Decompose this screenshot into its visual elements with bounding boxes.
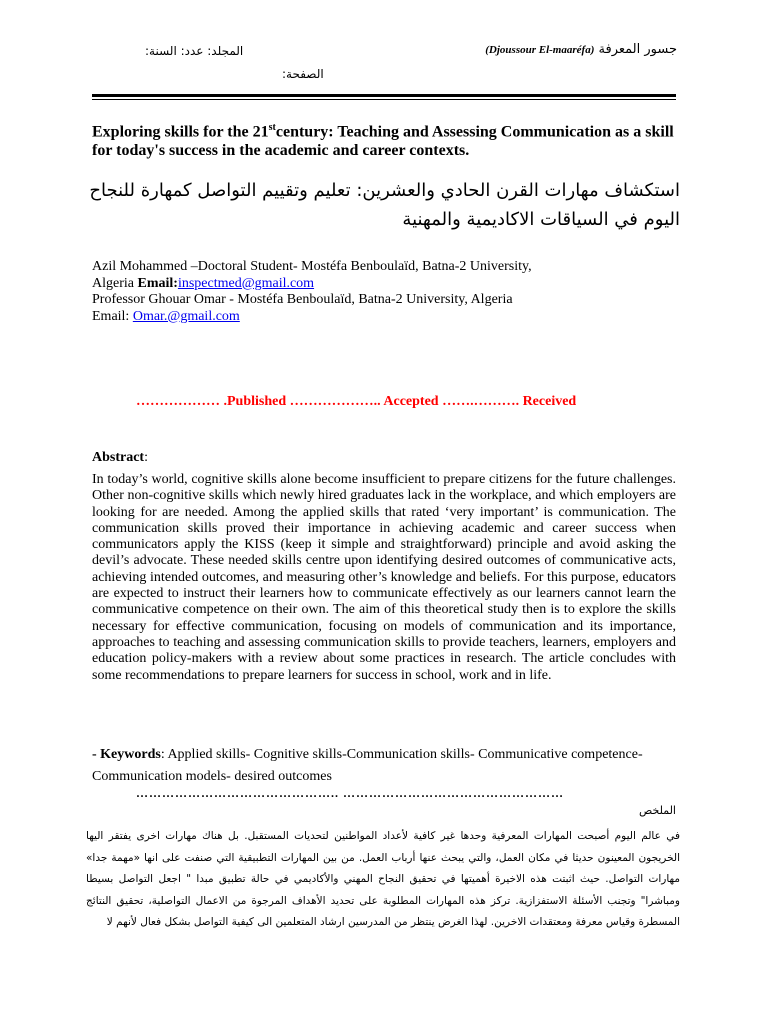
arabic-abstract-body: في عالم اليوم أصبحت المهارات المعرفية وحدها غير كافية لأعداد المواطنين لتحديات المستقبل. بل هناك مهارات اخرى يفتقر اليها الخريجون المعينون حديثا في مكان العمل، والتي يبحث عنها أرباب العمل. من بين المهارات التطبيقية التي صنفت على انها «مهمة جدا» مهارات التواصل. حيث اثبتت هذه الاخيرة أهميتها في تحقيق النجاح المهني والأكاديمي في حالة تطبيق مبدا " اجعل التواصل بسيطا ومباشرا" وتجنب الأسئلة الاستفزازية. تركز هذه المهارات المطلوبة على تحديد الأهداف المرجوة من الاعمال التواصلية، تحقيق النتائج المسطرة وقياس معرفة ومعتقدات الاخرين. لهذا الغرض ينتظر من المدرسين ارشاد المتعلمين الى كيفية التواصل بشكل فعال لأنهم لا	[86, 830, 680, 928]
abstract-body: In today’s world, cognitive skills alone become insufficient to prepare citizens for the future challenges. Other non-cognitive skills which newly hired graduates lack in the workplace, and which employers are looking for are needed. Among the applied skills that rated ‘very important’ is communication. The communication skills proved their importance in achieving academic and career success when communicators apply the KISS (keep it simple and straightforward) principle and avoid asking the devil’s advocate. These needed skills centre upon identifying desired outcomes of communicative acts, achieving intended outcomes, and measuring other’s knowledge and beliefs. For this purpose, educators are expected to instruct their learners how to communicate effectively as our learners cannot learn the communicative competence on their own. The aim of this theoretical study then is to explore the skills necessary for effective communication, focusing on models of communication and its importance, approaches to teaching and assessing communication skills to provide teachers, learners, employers and education policy-makers with a review about some practices in research. The article concludes with some recommendations to prepare learners for success in school, work and in life.	[92, 472, 676, 683]
journal-meta: المجلد: عدد: السنة:	[145, 44, 244, 58]
journal-name	[485, 42, 677, 57]
author-2-email-link[interactable]: Omar.@gmail.com	[132, 308, 240, 324]
journal-name-latin: (Djoussour El-maaréfa)	[485, 44, 595, 56]
arabic-abstract-heading: الملخص	[639, 804, 676, 817]
title-arabic: استكشاف مهارات القرن الحادي والعشرين: تعليم وتقييم التواصل كمهارة للنجاح اليوم في السياقات الاكاديمية والمهنية	[89, 180, 680, 230]
author-1-affiliation: Azil Mohammed –Doctoral Student- Mostéfa Benboulaïd, Batna-2 University,	[92, 259, 532, 274]
author-2-email-line: Email: Omar.@gmail.com	[92, 308, 240, 324]
keywords-label: - Keywords	[92, 747, 161, 762]
abstract-heading: Abstract:	[92, 450, 148, 465]
title-english: Exploring skills for the 21stcentury: Teaching and Assessing Communication as a skill for today's success in the academic and career contexts.	[92, 122, 674, 160]
section-separator: ……………………………………….. ……………………………………………	[136, 786, 564, 800]
author-1-email-link[interactable]: inspectmed@gmail.com	[177, 275, 315, 291]
keywords-text: : Applied skills- Cognitive skills-Communication skills- Communicative competence- Communication models- desired outcomes	[92, 747, 643, 784]
keywords	[92, 744, 652, 788]
journal-name-arabic: جسور المعرفة	[598, 42, 677, 57]
author-2-affiliation: Professor Ghouar Omar - Mostéfa Benboulaïd, Batna-2 University, Algeria	[92, 292, 513, 307]
header-rule-thick	[92, 94, 676, 97]
author-1-email-line: Algeria Email:inspectmed@gmail.com	[92, 275, 315, 291]
journal-page: الصفحة:	[282, 67, 324, 81]
header-rule-thin	[92, 99, 676, 100]
publication-status: ……………… .Published ……………….. Accepted …….………. Received	[136, 394, 577, 409]
authors-block	[92, 259, 692, 325]
